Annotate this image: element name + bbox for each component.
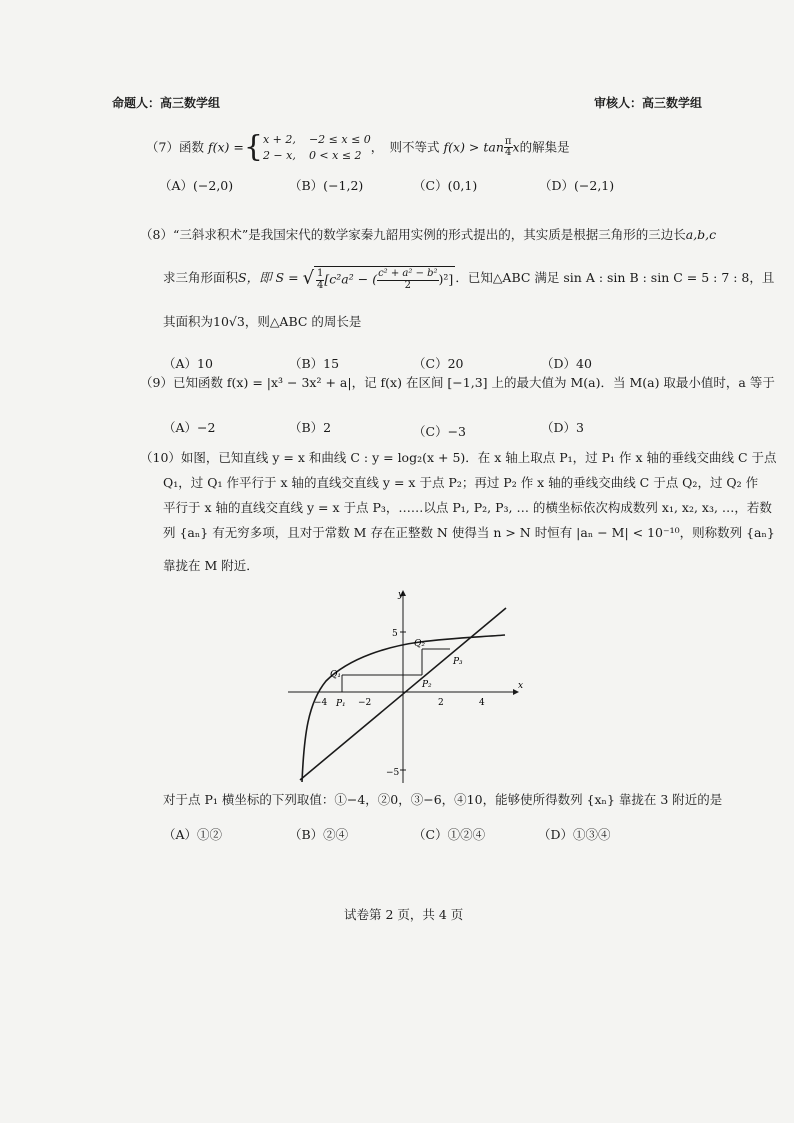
page-footer: 试卷第 2 页，共 4 页: [344, 907, 464, 922]
q7-number: （7）: [146, 139, 179, 155]
q9-option-c: （C）−3: [413, 424, 466, 439]
x-tick-m4-label: −4: [314, 698, 328, 708]
q7-cases: [263, 132, 371, 164]
q7-mid: ， 则不等式: [370, 139, 440, 155]
q10-option-b: （B）②④: [289, 827, 349, 842]
question-8-line3: 其面积为10√3，则△ABC 的周长是: [163, 314, 362, 329]
p3-label: P₃: [453, 657, 463, 667]
q7-tail: 的解集是: [519, 139, 570, 155]
q7-ineq: f(x) > tan: [443, 139, 504, 155]
question-10-line4: 列 {aₙ} 有无穷多项，且对于常数 M 存在正整数 N 使得当 n > N 时恒有 |aₙ − M| < 10⁻¹⁰，则称数列 {aₙ}: [163, 525, 775, 540]
reviewer-label: 审核人：高三数学组: [594, 96, 703, 110]
q10-option-c: （C）①②④: [413, 827, 486, 842]
q7-option-a: （A）(−2,0): [159, 178, 234, 193]
q8-option-d: （D）40: [541, 356, 592, 371]
q8-line2-s: S，即 S =: [238, 270, 299, 285]
y-axis-label: y: [398, 590, 404, 600]
q9-option-a: （A）−2: [163, 420, 216, 435]
q7-case1-cond: −2 ≤ x ≤ 0: [308, 133, 371, 146]
q10-option-d: （D）①③④: [538, 827, 611, 842]
q8-quarter-d: 4: [317, 279, 324, 291]
p2-label: P₂: [422, 680, 432, 690]
x-axis-label: x: [518, 681, 524, 691]
q7-func: f(x) =: [207, 139, 244, 155]
y-tick-m5-label: −5: [386, 768, 400, 778]
q8-quarter-n: 1: [317, 268, 324, 279]
q8-option-b: （B）15: [289, 356, 340, 371]
p1-label: P₁: [336, 699, 346, 709]
q8-radicand-b: )²]: [438, 271, 454, 287]
question-10-line1: （10）如图，已知直线 y = x 和曲线 C : y = log₂(x + 5)．在 x 轴上取点 P₁，过 P₁ 作 x 轴的垂线交曲线 C 于点: [140, 450, 777, 465]
q7-pi: π: [504, 135, 512, 147]
y-tick-5-label: 5: [392, 629, 398, 639]
q8-line2-lead: 求三角形面积: [163, 270, 239, 285]
q8-line2-tail: ．已知△ABC 满足 sin A : sin B : sin C = 5 : 7 : 8，且: [455, 270, 775, 285]
q8-radicand-a: [c²a² − (: [324, 271, 378, 287]
q7-brace: {: [243, 130, 263, 165]
q8-line1-vars: a,b,c: [685, 227, 717, 242]
question-10-prompt: 对于点 P₁ 横坐标的下列取值：①−4，②0，③−6，④10，能够使所得数列 {xₙ} 靠拢在 3 附近的是: [163, 792, 723, 807]
q7-case2-cond: 0 < x ≤ 2: [308, 148, 362, 162]
q8-line1-text: （8）“三斜求积术”是我国宋代的数学家秦九韶用实例的形式提出的，其实质是根据三角形的三边长: [140, 227, 686, 242]
q7-case1-expr: x + 2,: [262, 133, 296, 146]
q7-pi-frac: [504, 137, 513, 159]
q7-x: x: [512, 139, 520, 155]
author-label: 命题人：高三数学组: [112, 96, 221, 110]
q7-lead: 函数: [178, 139, 204, 155]
q8-option-c: （C）20: [413, 356, 464, 371]
q8-inner-n: c² + a² − b²: [378, 268, 438, 279]
question-9: （9）已知函数 f(x) = |x³ − 3x² + a|，记 f(x) 在区间 [−1,3] 上的最大值为 M(a)．当 M(a) 取最小值时，a 等于: [140, 375, 775, 390]
q8-radical: [314, 266, 455, 291]
q7-option-d: （D）(−2,1): [539, 178, 615, 193]
question-10-line2: Q₁，过 Q₁ 作平行于 x 轴的直线交直线 y = x 于点 P₂；再过 P₂ 作 x 轴的垂线交曲线 C 于点 Q₂，过 Q₂ 作: [163, 475, 759, 490]
question-10-line5: 靠拢在 M 附近．: [163, 558, 259, 573]
q8-option-a: （A）10: [163, 356, 213, 371]
q1-label: Q₁: [330, 670, 341, 680]
question-8-line2: [163, 266, 774, 291]
q2-label: Q₂: [414, 639, 425, 649]
q8-sqrt-sign: √: [302, 267, 315, 289]
question-10-line3: 平行于 x 轴的直线交直线 y = x 于点 P₃，……以点 P₁, P₂, P₃, … 的横坐标依次构成数列 x₁, x₂, x₃, …，若数: [163, 500, 772, 515]
q7-four: 4: [505, 147, 512, 159]
question-8-line1: [140, 229, 716, 242]
x-tick-4-label: 4: [479, 698, 485, 708]
q8-inner-frac: [377, 269, 438, 291]
q8-inner-d: 2: [404, 279, 411, 291]
q7-option-b: （B）(−1,2): [289, 178, 364, 193]
q9-option-b: （B）2: [289, 420, 332, 435]
q7-option-c: （C）(0,1): [413, 178, 478, 193]
q9-option-d: （D）3: [541, 420, 584, 435]
question-7: [146, 132, 570, 164]
q10-option-a: （A）①②: [163, 827, 223, 842]
cobweb-graph: [280, 585, 530, 790]
x-tick-m2-label: −2: [358, 698, 372, 708]
x-tick-2-label: 2: [438, 698, 444, 708]
q7-case2-expr: 2 − x,: [262, 148, 296, 162]
